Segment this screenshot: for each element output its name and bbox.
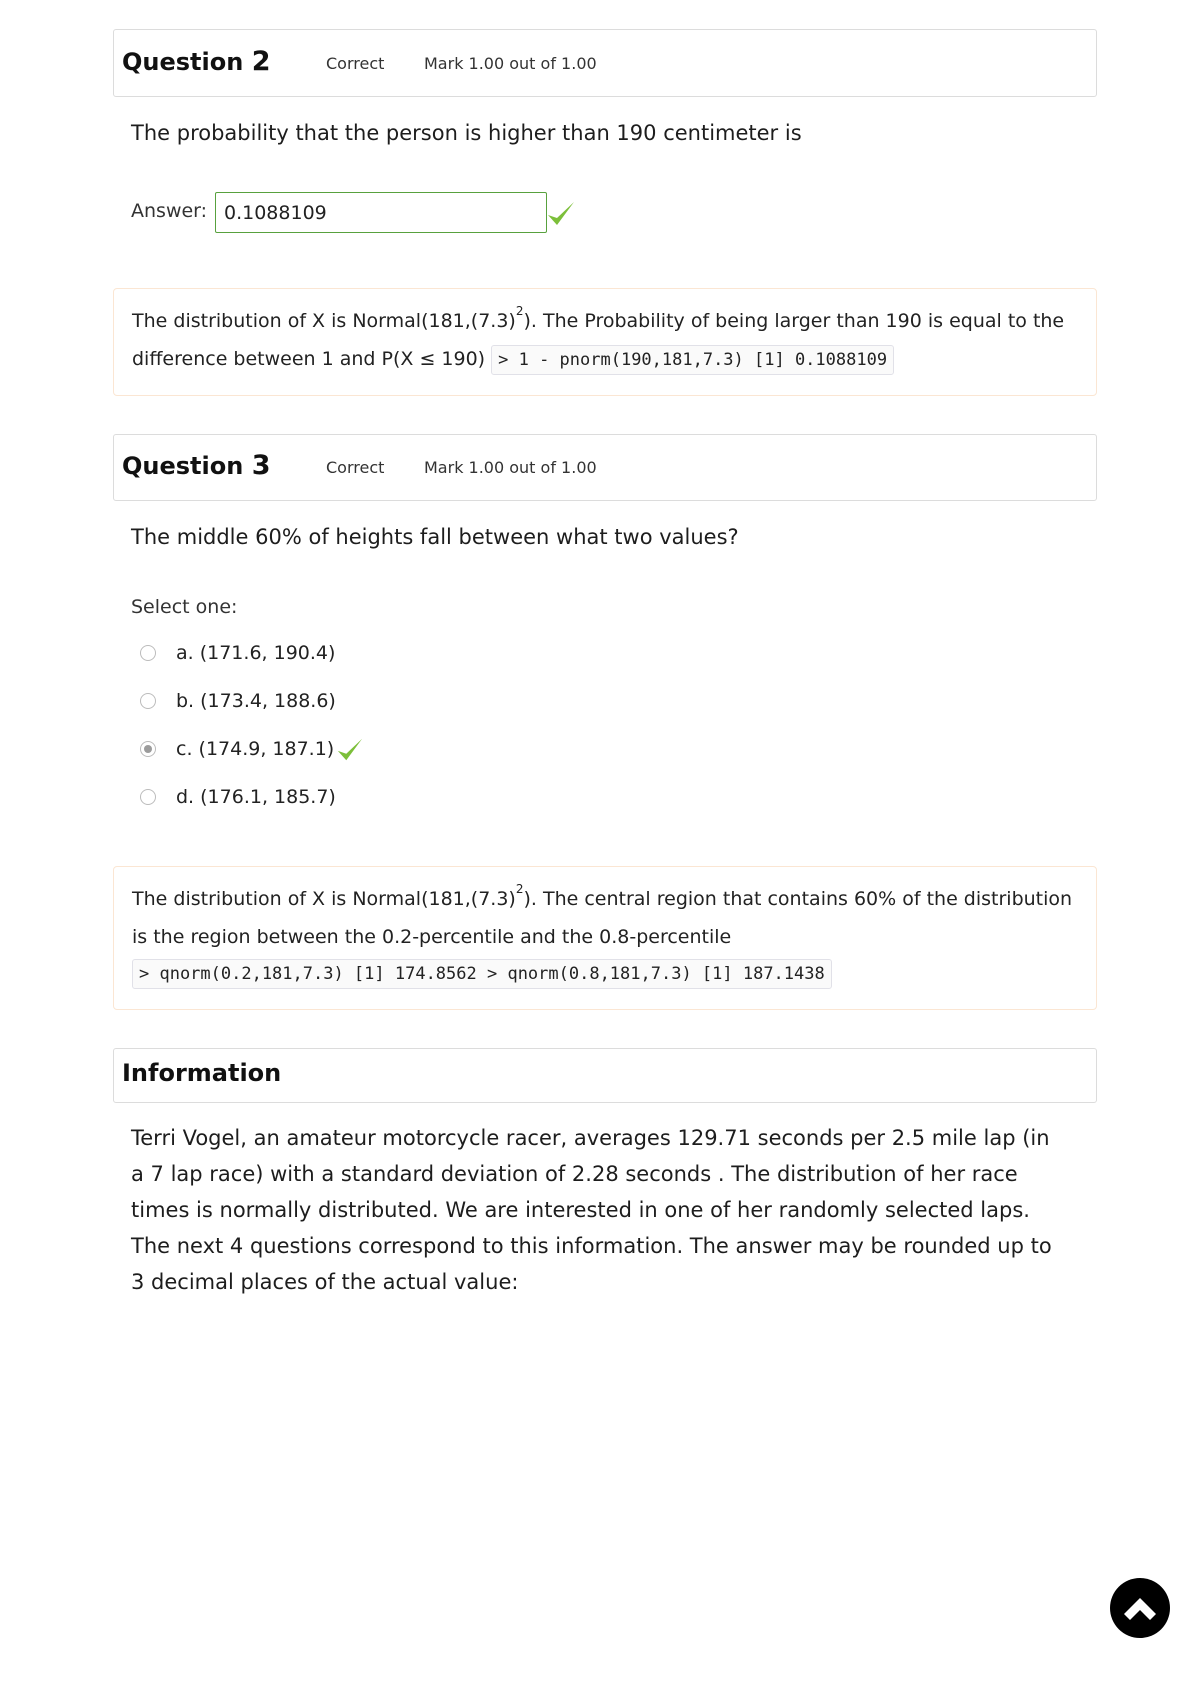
question-2-info	[113, 29, 1097, 97]
question-2-feedback	[113, 288, 1097, 396]
information-title: Information	[122, 1059, 282, 1087]
option-c[interactable]	[140, 734, 364, 764]
answer-input[interactable]: 0.1088109	[215, 192, 547, 233]
superscript: 2	[515, 882, 524, 896]
feedback-text: The distribution of X is Normal(181,(7.3)	[132, 888, 516, 910]
option-a[interactable]	[140, 638, 335, 668]
information-box	[113, 1048, 1097, 1103]
option-b[interactable]	[140, 686, 336, 716]
question-2-number: 2	[251, 46, 271, 77]
feedback-text: The distribution of X is Normal(181,(7.3)	[132, 310, 516, 332]
question-3-number: 3	[251, 450, 271, 481]
option-label: c. (174.9, 187.1)	[176, 738, 335, 760]
question-2-text: The probability that the person is higher than 190 centimeter is	[131, 121, 802, 145]
question-3-info	[113, 434, 1097, 501]
option-d[interactable]	[140, 782, 336, 812]
superscript: 2	[515, 304, 524, 318]
question-3-title	[122, 450, 270, 481]
information-text: Terri Vogel, an amateur motorcycle racer, averages 129.71 seconds per 2.5 mile lap (in a 7 lap race) with a standard deviation of 2.28 seconds . The distribution of her race times is normally distributed. We are interested in one of her randomly selected laps. The next 4 questions correspond to this information. The answer may be rounded up to 3 decimal places of the actual value:	[131, 1126, 1052, 1294]
question-3-text: The middle 60% of heights fall between what two values?	[131, 525, 739, 549]
question-2-state: Correct	[326, 54, 385, 73]
question-2-grade: Mark 1.00 out of 1.00	[424, 54, 597, 73]
question-3-feedback	[113, 866, 1097, 1010]
code-snippet: > qnorm(0.2,181,7.3) [1] 174.8562 > qnorm(0.8,181,7.3) [1] 187.1438	[132, 959, 832, 989]
question-3-state: Correct	[326, 458, 385, 477]
question-3-grade: Mark 1.00 out of 1.00	[424, 458, 597, 477]
question-2-title-label: Question	[122, 48, 244, 76]
chevron-up-icon	[1120, 1588, 1160, 1628]
question-2-title	[122, 46, 270, 77]
select-one-prompt: Select one:	[131, 596, 238, 618]
feedback-text: ). The Probability of being larger than 190 is equal to the difference between 1 and P(X ≤ 190)	[132, 310, 1065, 370]
scroll-to-top-button[interactable]	[1110, 1578, 1170, 1638]
feedback-text: ). The central region that contains 60% of the distribution is the region between the 0.2-percentile and the 0.8-percentile	[132, 888, 1073, 948]
option-label: a. (171.6, 190.4)	[176, 642, 336, 664]
radio-icon[interactable]	[140, 741, 156, 757]
code-snippet: > 1 - pnorm(190,181,7.3) [1] 0.1088109	[491, 345, 894, 375]
radio-icon[interactable]	[140, 789, 156, 805]
radio-icon[interactable]	[140, 693, 156, 709]
option-label: d. (176.1, 185.7)	[176, 786, 336, 808]
answer-label: Answer:	[131, 200, 208, 222]
question-3-title-label: Question	[122, 452, 244, 480]
radio-icon[interactable]	[140, 645, 156, 661]
option-label: b. (173.4, 188.6)	[176, 690, 336, 712]
check-icon	[546, 200, 576, 228]
check-icon	[336, 736, 364, 764]
